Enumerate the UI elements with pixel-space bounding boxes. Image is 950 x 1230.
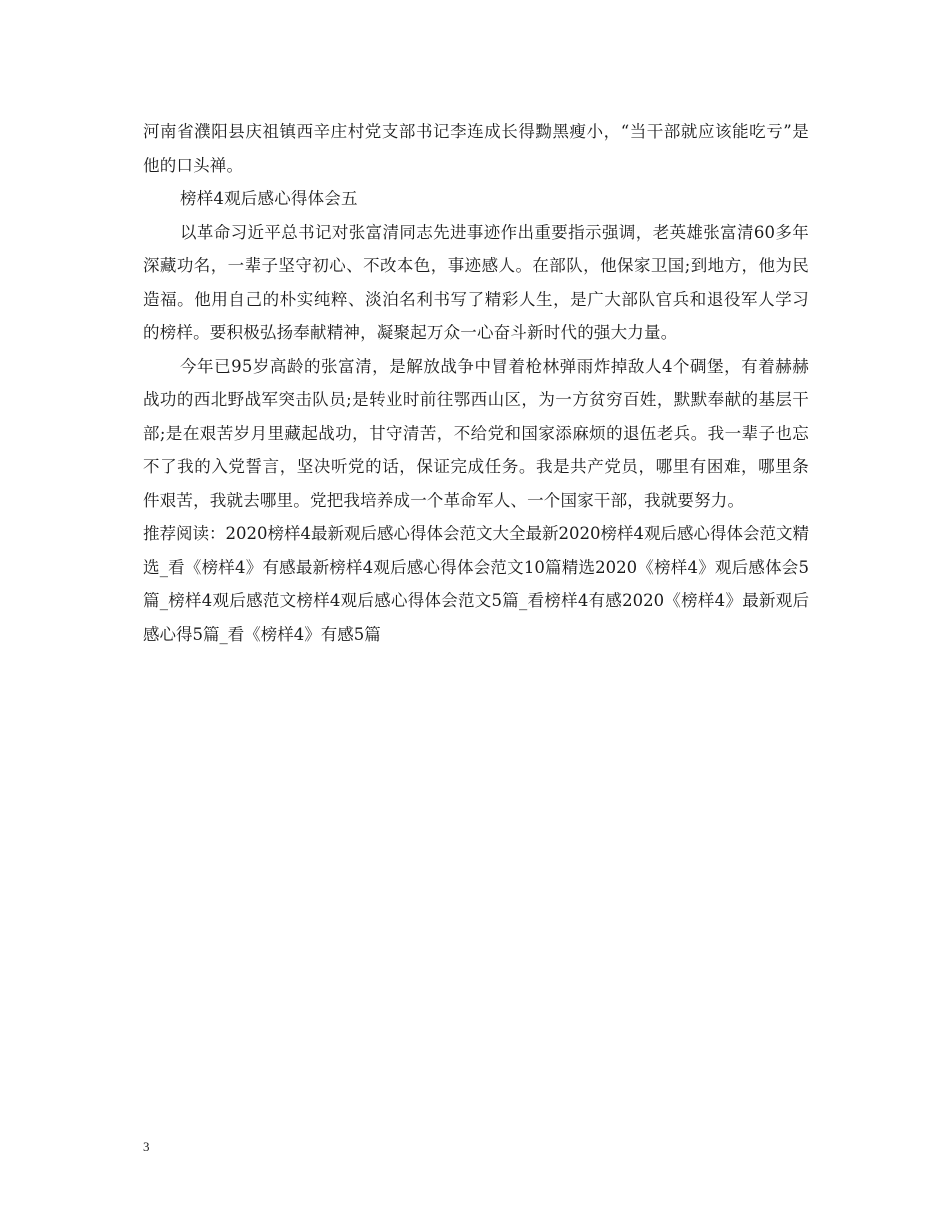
section-heading: 榜样4观后感心得体会五 (180, 189, 358, 208)
paragraph-body: 以革命习近平总书记对张富清同志先进事迹作出重要指示强调，老英雄张富清60多年深藏功名，一辈子坚守初心、不改本色，事迹感人。在部队，他保家卫国;到地方，他为民造福。他用自己的朴实纯粹、淡泊名利书写了精彩人生，是广大部队官兵和退役军人学习的榜样。要积极弘扬奉献精神，凝聚起万众一心奋斗新时代的强大力量。 (143, 222, 809, 342)
recommended-reading: 推荐阅读：2020榜样4最新观后感心得体会范文大全最新2020榜样4观后感心得体会范文精选_看《榜样4》有感最新榜样4观后感心得体会范文10篇精选2020《榜样4》观后感体会5篇_榜样4观后感范文榜样4观后感心得体会范文5篇_看榜样4有感2020《榜样4》最新观后感心得5篇_看《榜样4》有感5篇 (143, 524, 809, 644)
page-number: 3 (143, 1139, 150, 1154)
paragraph-intro: 河南省濮阳县庆祖镇西辛庄村党支部书记李连成长得黝黑瘦小，“当干部就应该能吃亏”是他的口头禅。 (143, 122, 809, 175)
document-body (143, 115, 809, 651)
paragraph-body: 今年已95岁高龄的张富清，是解放战争中冒着枪林弹雨炸掉敌人4个碉堡，有着赫赫战功的西北野战军突击队员;是转业时前往鄂西山区，为一方贫穷百姓，默默奉献的基层干部;是在艰苦岁月里藏起战功，甘守清苦，不给党和国家添麻烦的退伍老兵。我一辈子也忘不了我的入党誓言，坚决听党的话，保证完成任务。我是共产党员，哪里有困难，哪里条件艰苦，我就去哪里。党把我培养成一个革命军人、一个国家干部，我就要努力。 (143, 356, 809, 510)
